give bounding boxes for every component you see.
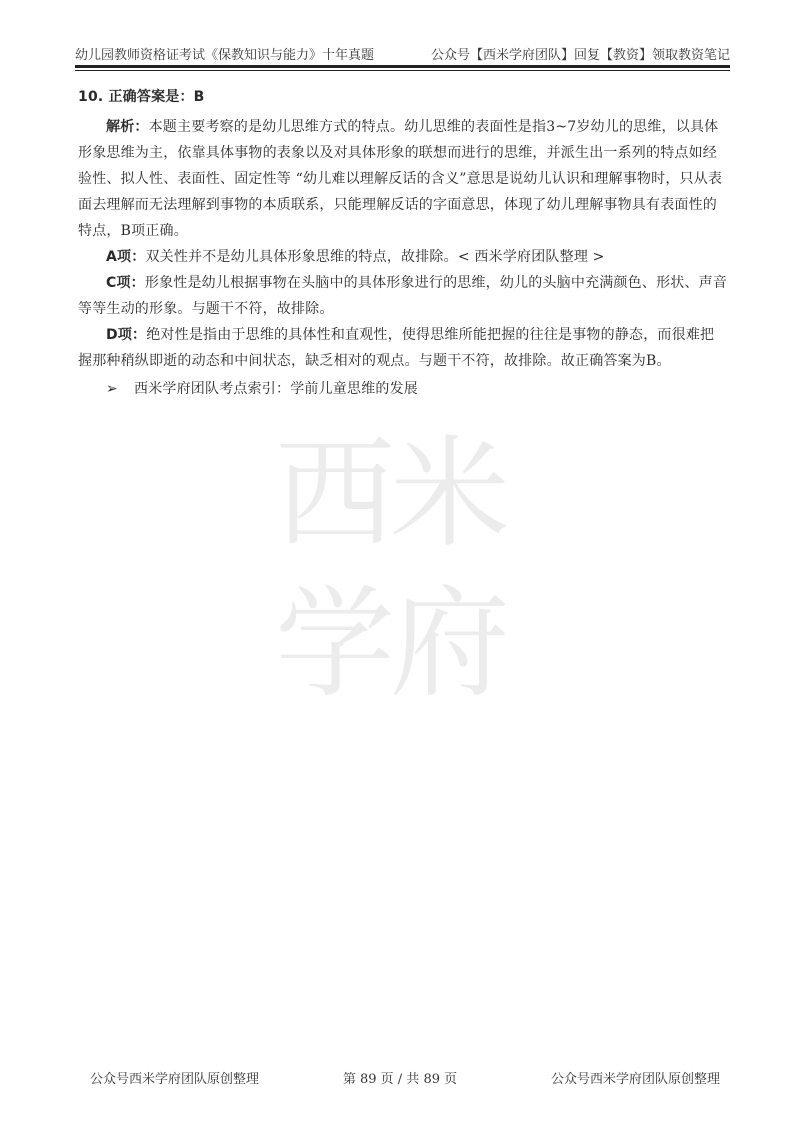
option-c-text: 形象性是幼儿根据事物在头脑中的具体形象进行的思维，幼儿的头脑中充满颜色、形状、声音等等生动的形象。与题干不符，故排除。 xyxy=(78,275,728,317)
header-divider-thin xyxy=(75,70,730,71)
option-c-label: C项： xyxy=(106,275,145,291)
footer-left-credit: 公众号西米学府团队原创整理 xyxy=(90,1072,260,1087)
watermark-char: 米 xyxy=(390,425,512,564)
knowledge-point-line xyxy=(78,376,728,402)
option-a-label: A项： xyxy=(106,249,146,265)
arrow-bullet-icon: ➢ xyxy=(106,381,118,397)
page-number: 第 89 页 / 共 89 页 xyxy=(342,1072,458,1087)
header-title: 幼儿园教师资格证考试《保教知识与能力》十年真题 xyxy=(75,48,375,63)
footer-right-credit: 公众号西米学府团队原创整理 xyxy=(550,1072,720,1087)
knowledge-point-text: 西米学府团队考点索引：学前儿童思维的发展 xyxy=(134,381,418,397)
option-c-paragraph xyxy=(78,270,728,322)
question-answer-title: 10. 正确答案是：B xyxy=(78,89,205,105)
analysis-paragraph xyxy=(78,114,728,244)
watermark-char: 西 xyxy=(275,425,397,564)
page-footer xyxy=(70,1068,730,1088)
analysis-label: 解析： xyxy=(106,119,149,135)
analysis-text: 本题主要考察的是幼儿思维方式的特点。幼儿思维的表面性是指3~7岁幼儿的思维，以具体形象思维为主，依靠具体事物的表象以及对具体形象的联想而进行的思维，并派生出一系列的特点如经验性、拟人性、表面性、固定性等 “幼儿难以理解反话的含义”意思是说幼儿认识和理解事物时，只从表面去理解而无法理解到事物的本质联系，只能理解反话的字面意思，体现了幼儿理解事物具有表面性的特点，B项正确。 xyxy=(78,119,723,239)
watermark xyxy=(270,420,510,720)
watermark-char: 府 xyxy=(390,575,512,714)
option-d-paragraph xyxy=(78,322,728,374)
option-d-label: D项： xyxy=(106,327,147,343)
header-divider-thick xyxy=(75,65,730,68)
answer-content xyxy=(78,84,728,402)
option-d-text: 绝对性是指由于思维的具体性和直观性，使得思维所能把握的往往是事物的静态，而很难把握那种稍纵即逝的动态和中间状态，缺乏相对的观点。与题干不符，故排除。故正确答案为B。 xyxy=(78,327,715,369)
option-a-paragraph xyxy=(78,244,728,270)
option-a-text: 双关性并不是幼儿具体形象思维的特点，故排除。< 西米学府团队整理 > xyxy=(145,249,605,265)
watermark-char: 学 xyxy=(275,575,397,714)
page-header xyxy=(75,44,730,64)
header-promo: 公众号【西米学府团队】回复【教资】领取教资笔记 xyxy=(430,48,730,63)
